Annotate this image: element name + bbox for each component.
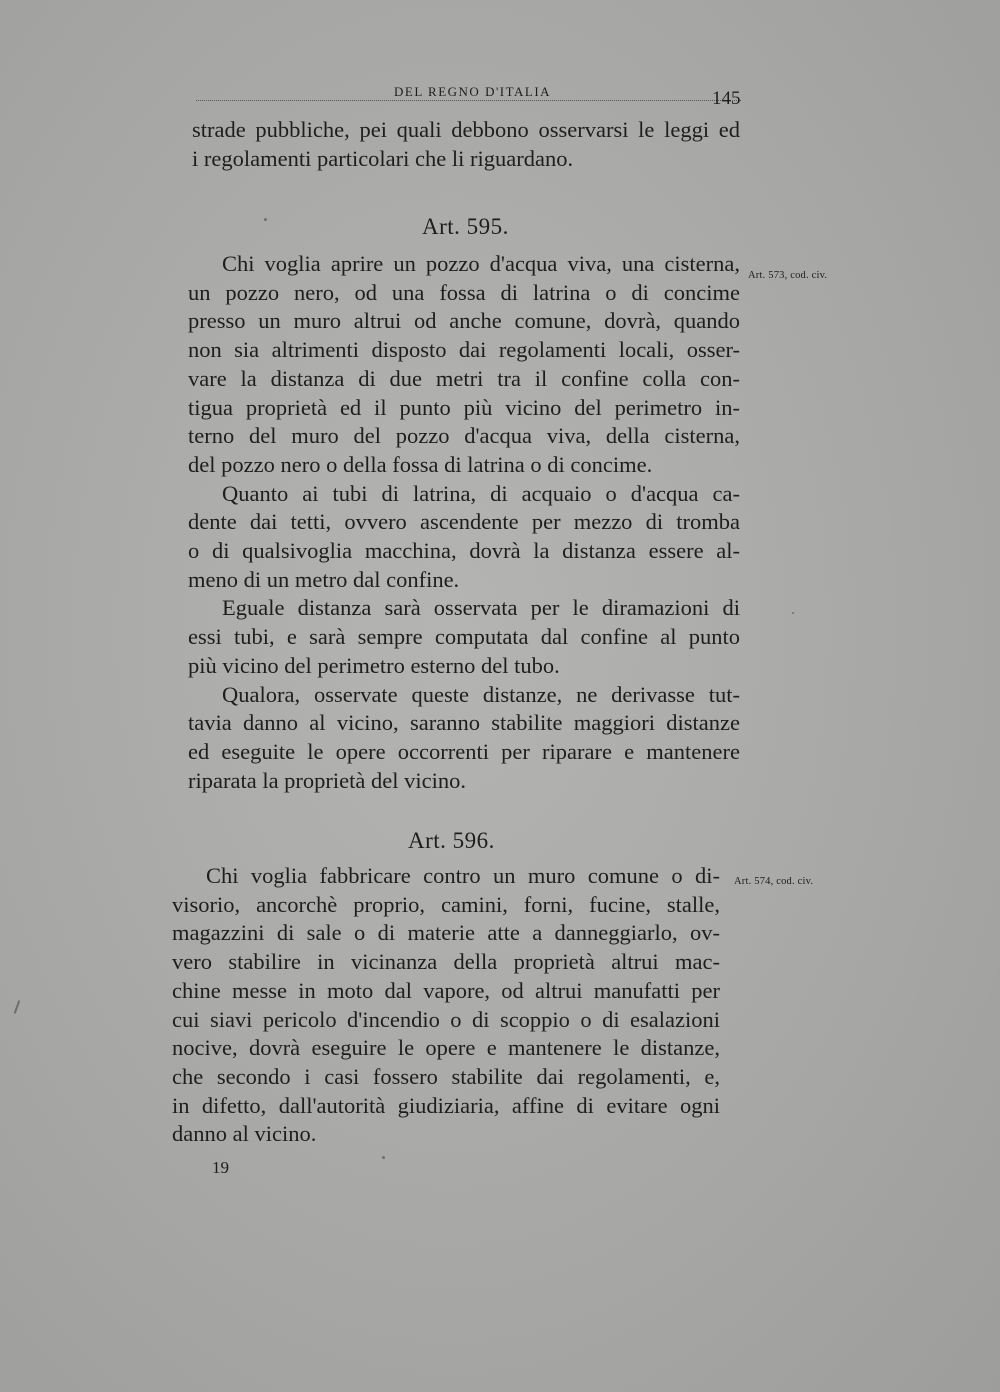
text-line: chine messe in moto dal vapore, od altrui manufatti per <box>172 977 720 1003</box>
text-line: Eguale distanza sarà osservata per le diramazioni di <box>222 595 740 621</box>
paper-blemish <box>264 218 267 221</box>
text-line: strade pubbliche, pei quali debbono osservarsi le leggi ed <box>192 117 740 142</box>
text-line: terno del muro del pozzo d'acqua viva, della cisterna, <box>188 423 740 449</box>
text-line: Quanto ai tubi di latrina, di acquaio o d'acqua ca- <box>222 480 740 506</box>
page-number: 145 <box>712 88 741 109</box>
paper-blemish <box>14 1000 21 1014</box>
paper-blemish <box>792 612 794 614</box>
text-line: dente dai tetti, ovvero ascendente per mezzo di tromba <box>188 509 740 535</box>
article-595-heading: Art. 595. <box>422 214 509 239</box>
text-line: non sia altrimenti disposto dai regolamenti locali, osser- <box>188 337 740 363</box>
text-line: un pozzo nero, od una fossa di latrina o di concime <box>188 279 740 305</box>
text-line: meno di un metro dal confine. <box>188 566 460 592</box>
text-line: tavia danno al vicino, saranno stabilite maggiori distanze <box>188 710 740 736</box>
text-line: del pozzo nero o della fossa di latrina o di concime. <box>188 451 653 477</box>
header-rule <box>196 100 741 101</box>
text-line: danno al vicino. <box>172 1121 317 1147</box>
text-line: in difetto, dall'autorità giudiziaria, affine di evitare ogni <box>172 1092 720 1118</box>
running-head: DEL REGNO D'ITALIA <box>394 84 552 99</box>
text-line: o di qualsivoglia macchina, dovrà la distanza essere al- <box>188 538 740 564</box>
text-line: tigua proprietà ed il punto più vicino del perimetro in- <box>188 394 740 420</box>
article-595-text <box>188 250 740 795</box>
text-line: che secondo i casi fossero stabilite dai regolamenti, e, <box>172 1063 720 1089</box>
text-line: visorio, ancorchè proprio, camini, forni, fucine, stalle, <box>172 891 720 917</box>
text-line: Chi voglia fabbricare contro un muro comune o di- <box>206 863 720 888</box>
article-596-heading: Art. 596. <box>408 828 495 853</box>
text-line: riparata la proprietà del vicino. <box>188 767 466 793</box>
text-line: Qualora, osservate queste distanze, ne derivasse tut- <box>222 681 740 707</box>
paper-blemish <box>382 1156 385 1159</box>
text-line: Chi voglia aprire un pozzo d'acqua viva, una cisterna, <box>222 251 740 276</box>
text-line: più vicino del perimetro esterno del tubo. <box>188 652 560 678</box>
printer-signature: 19 <box>212 1158 229 1177</box>
text-line: ed eseguite le opere occorrenti per riparare e mantenere <box>188 738 740 764</box>
article-596-text <box>172 862 720 1149</box>
article-596-margin-note: Art. 574, cod. civ. <box>734 876 814 887</box>
text-line: cui siavi pericolo d'incendio o di scoppio o di esalazioni <box>172 1006 720 1032</box>
intro-paragraph <box>192 116 740 173</box>
page-header <box>196 84 756 114</box>
article-595-margin-note: Art. 573, cod. civ. <box>748 270 828 281</box>
text-line: nocive, dovrà eseguire le opere e mantenere le distanze, <box>172 1035 720 1061</box>
text-line: magazzini di sale o di materie atte a danneggiarlo, ov- <box>172 920 720 946</box>
text-line: presso un muro altrui od anche comune, dovrà, quando <box>188 308 740 334</box>
text-line: essi tubi, e sarà sempre computata dal confine al punto <box>188 624 740 650</box>
text-line: vare la distanza di due metri tra il confine colla con- <box>188 365 740 391</box>
text-line: i regolamenti particolari che li riguardano. <box>192 145 574 171</box>
text-line: vero stabilire in vicinanza della proprietà altrui mac- <box>172 949 720 975</box>
